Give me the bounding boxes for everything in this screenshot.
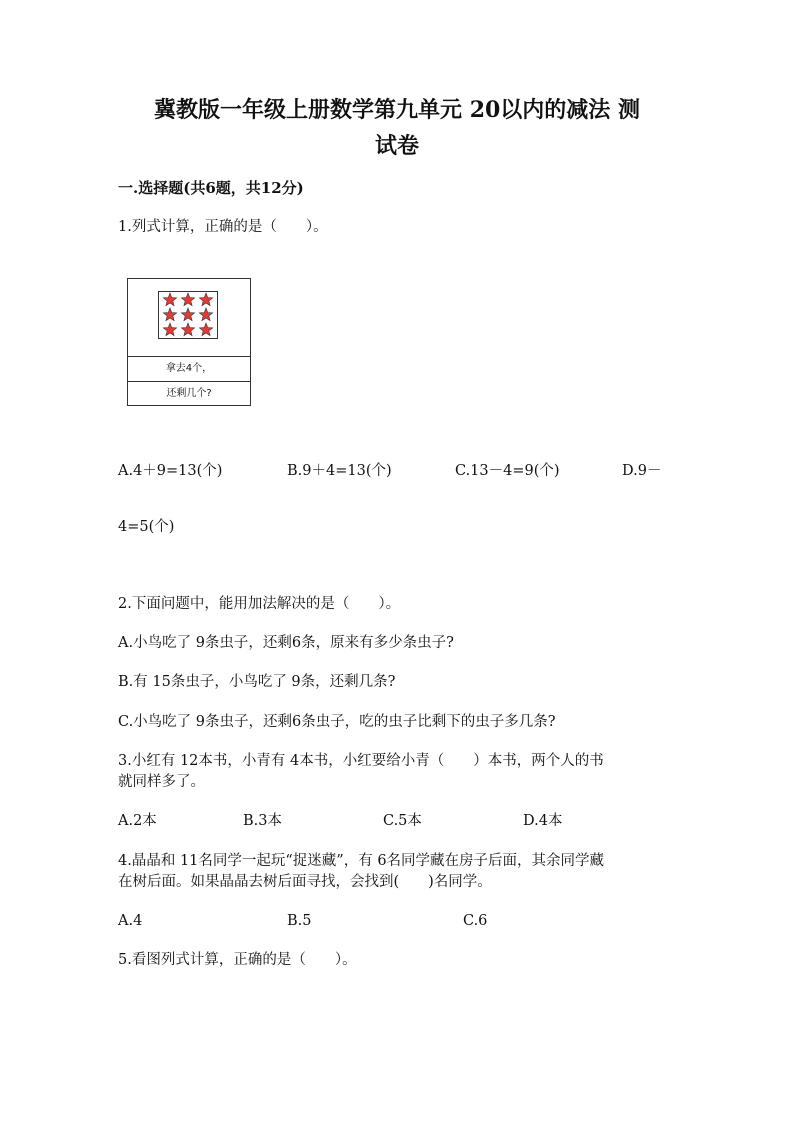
q3-option-d[interactable]: D.4本: [523, 813, 563, 829]
star-icon: [199, 308, 212, 321]
page-title-line2: 试卷: [374, 133, 419, 159]
q4-option-b[interactable]: B.5: [287, 913, 312, 929]
star-icon: [199, 293, 212, 306]
q3-option-c[interactable]: C.5本: [383, 813, 422, 829]
q2-option-c[interactable]: C.小鸟吃了 9条虫子，还剩6条虫子，吃的虫子比剩下的虫子多几条?: [118, 714, 556, 730]
question-3-stem-line2: 就同样多了。: [118, 774, 205, 790]
question-4-stem-line1: 4.晶晶和 11名同学一起玩“捉迷藏”，有 6名同学藏在房子后面，其余同学藏: [118, 853, 605, 869]
q1-option-a[interactable]: A.4＋9=13(个): [118, 463, 223, 479]
figure-star-panel: [128, 279, 250, 357]
question-4-stem-line2: 在树后面。如果晶晶去树后面寻找，会找到( )名同学。: [118, 874, 492, 890]
q1-option-b[interactable]: B.9＋4=13(个): [287, 463, 392, 479]
question-2-stem: 2.下面问题中，能用加法解决的是（ ）。: [118, 596, 401, 612]
q1-option-d-continued[interactable]: 4=5(个): [118, 519, 175, 535]
star-icon: [181, 293, 194, 306]
q4-option-a[interactable]: A.4: [118, 913, 143, 929]
q3-option-a[interactable]: A.2本: [118, 813, 157, 829]
page-title-line1: 冀教版一年级上册数学第九单元 20以内的减法 测: [154, 97, 640, 123]
section-heading: 一.选择题(共6题，共12分): [118, 179, 304, 197]
q2-option-a[interactable]: A.小鸟吃了 9条虫子，还剩6条，原来有多少条虫子?: [118, 635, 454, 651]
star-icon: [199, 323, 212, 336]
star-icon: [181, 308, 194, 321]
star-icon: [163, 308, 176, 321]
figure-row-take: 拿去4个，: [128, 356, 250, 382]
q1-option-c[interactable]: C.13－4=9(个): [455, 463, 560, 479]
q4-option-c[interactable]: C.6: [463, 913, 488, 929]
q2-option-b[interactable]: B.有 15条虫子，小鸟吃了 9条，还剩几条?: [118, 674, 396, 690]
figure-row-remaining: 还剩几个?: [166, 388, 212, 399]
question-3-stem-line1: 3.小红有 12本书，小青有 4本书，小红要给小青（ ）本书，两个人的书: [118, 753, 604, 769]
stars-group: [159, 292, 217, 338]
q1-option-d[interactable]: D.9－: [622, 463, 662, 479]
star-icon: [163, 323, 176, 336]
star-icon: [181, 323, 194, 336]
question-1-figure: [127, 278, 251, 406]
star-icon: [163, 293, 176, 306]
star-box: [158, 291, 218, 339]
question-1-stem: 1.列式计算，正确的是（ ）。: [118, 219, 328, 235]
question-5-stem: 5.看图列式计算，正确的是（ ）。: [118, 952, 357, 968]
q3-option-b[interactable]: B.3本: [243, 813, 282, 829]
